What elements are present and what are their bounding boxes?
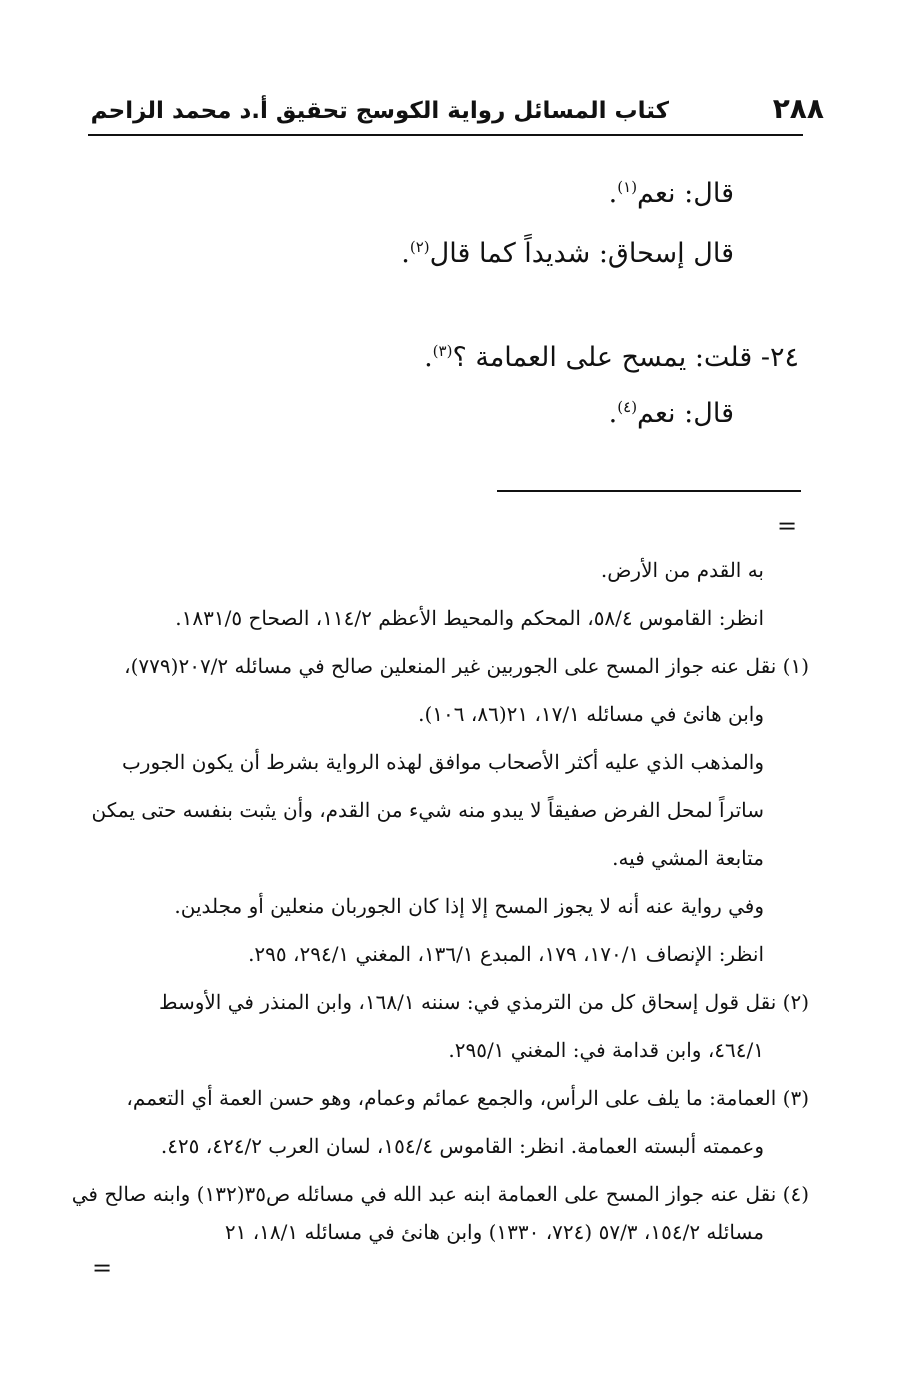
main-line-4-text: قال: نعم [637,398,734,429]
running-header-title: كتاب المسائل رواية الكوسج تحقيق أ.د محمد الزاحم [90,98,669,124]
footnote-line: (٢) نقل قول إسحاق كل من الترمذي في: سننه ١٦٨/١، وابن المنذر في الأوسط [159,990,809,1014]
footnote-line: به القدم من الأرض. [600,558,764,582]
main-line-1-text: قال: نعم [637,178,734,209]
main-line-2-end: . [401,238,410,269]
footnote-line: وعممته ألبسته العمامة. انظر: القاموس ١٥٤/٤، لسان العرب ٤٢٤/٢، ٤٢٥. [160,1134,764,1158]
footnote-line: ٤٦٤/١، وابن قدامة في: المغني ٢٩٥/١. [448,1038,764,1062]
main-line-4-end: . [608,398,618,429]
footnote-line: متابعة المشي فيه. [612,846,764,870]
continuation-mark-end: = [92,1254,113,1282]
main-line-2-text: قال إسحاق: شديداً كما قال [429,238,734,269]
footnote-line: وفي رواية عنه أنه لا يجوز المسح إلا إذا كان الجوربان منعلين أو مجلدين. [174,894,764,918]
footnote-line: وابن هانئ في مسائله ١٧/١، ٢١(٨٦، ١٠٦). [418,702,764,726]
footnote-line: والمذهب الذي عليه أكثر الأصحاب موافق لهذه الرواية بشرط أن يكون الجورب [121,750,764,774]
continuation-mark: = [777,512,798,540]
footnote-separator [497,490,801,492]
footnote-line: مسائله ١٥٤/٢، ٥٧/٣ (٧٢٤، ١٣٣٠) وابن هانئ في مسائله ١٨/١، ٢١ [224,1220,764,1244]
main-line-1-end: . [608,178,618,209]
page-number: ٢٨٨ [772,92,824,125]
main-line-3-end: . [424,342,433,373]
footnote-line: ساتراً لمحل الفرض صفيقاً لا يبدو منه شيء من القدم، وأن يثبت بنفسه حتى يمكن [91,798,764,822]
footnote-ref-2: (٢) [409,238,430,256]
footnote-ref-3: (٣) [432,342,453,360]
main-line-4 [609,398,734,429]
main-line-2 [401,238,734,269]
main-line-3 [424,342,799,373]
footnote-line: (٤) نقل عنه جواز المسح على العمامة ابنه عبد الله في مسائله ص٣٥(١٣٢) وابنه صالح في [71,1182,809,1206]
header-rule [88,134,803,136]
footnote-ref-4: (٤) [617,398,638,416]
footnote-ref-1: (١) [617,178,638,196]
main-line-1 [609,178,734,209]
main-line-3-text: ٢٤- قلت: يمسح على العمامة ؟ [452,342,799,373]
footnote-line: (١) نقل عنه جواز المسح على الجوربين غير المنعلين صالح في مسائله ٢٠٧/٢(٧٧٩)، [124,654,809,678]
footnote-line: انظر: الإنصاف ١٧٠/١، ١٧٩، المبدع ١٣٦/١، المغني ٢٩٤/١، ٢٩٥. [248,942,764,966]
footnote-line: (٣) العمامة: ما يلف على الرأس، والجمع عمائم وعمام، وهو حسن العمة أي التعمم، [126,1086,809,1110]
footnote-line: انظر: القاموس ٥٨/٤، المحكم والمحيط الأعظم ١١٤/٢، الصحاح ١٨٣١/٥. [175,606,764,630]
